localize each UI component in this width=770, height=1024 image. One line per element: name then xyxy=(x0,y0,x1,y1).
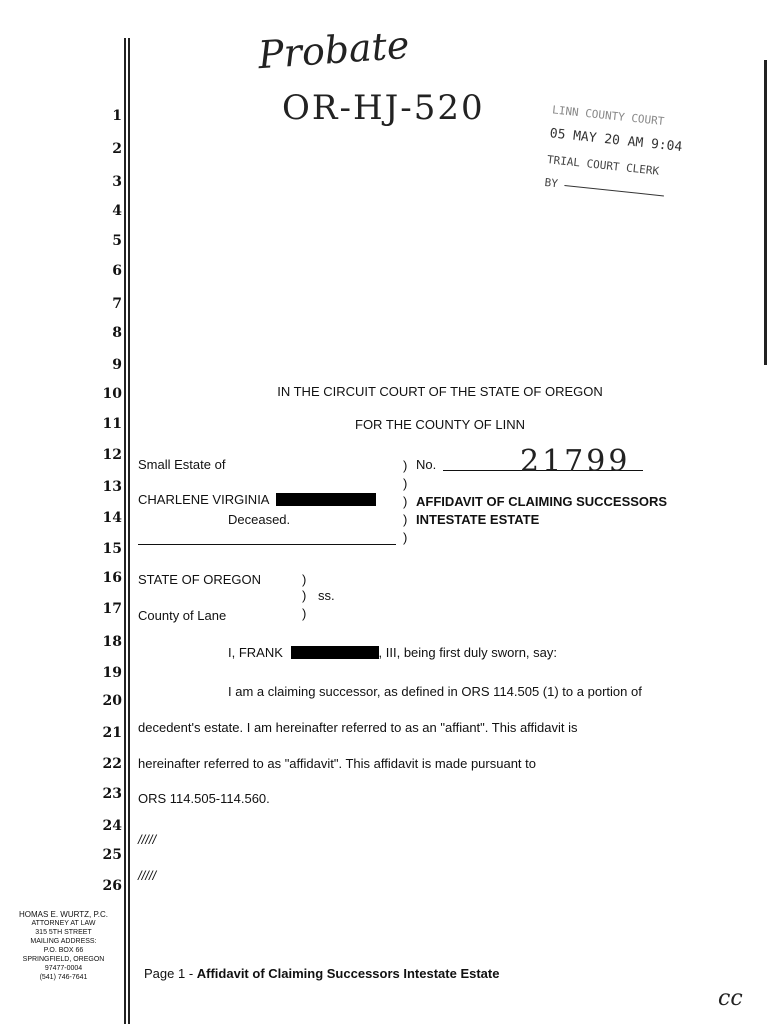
attorney-block xyxy=(0,910,127,982)
attorney-zip: 97477-0004 xyxy=(44,965,83,972)
paragraph-line: hereinafter referred to as "affidavit". This affidavit is made pursuant to xyxy=(138,756,536,771)
caption-paren: ) xyxy=(403,530,408,545)
line-number: 15 xyxy=(102,541,122,557)
venue-ss: ss. xyxy=(318,588,335,603)
redaction-block xyxy=(291,646,379,659)
line-number: 6 xyxy=(112,263,122,279)
oath-line xyxy=(228,645,557,660)
venue-ss-paren: ) xyxy=(302,588,307,603)
line-number: 12 xyxy=(102,447,122,463)
caption-paren: ) xyxy=(403,512,408,527)
caption-underline xyxy=(138,544,396,545)
line-number: 2 xyxy=(112,141,122,157)
line-number: 1 xyxy=(112,108,122,124)
attorney-firm: HOMAS E. WURTZ, P.C. xyxy=(18,910,109,919)
handwritten-case-code: OR-HJ-520 xyxy=(282,88,485,128)
handwritten-initials: cc xyxy=(718,986,743,1011)
venue-county: County of Lane xyxy=(138,608,227,623)
paragraph-line: decedent's estate. I am hereinafter referred to as an "affiant". This affidavit is xyxy=(138,720,578,735)
line-number: 21 xyxy=(102,725,122,741)
line-number: 26 xyxy=(102,878,122,894)
line-number: 4 xyxy=(112,203,122,219)
caption-paren: ) xyxy=(403,458,408,473)
venue-paren: ) xyxy=(302,606,307,621)
attorney-city: SPRINGFIELD, OREGON xyxy=(22,956,105,963)
caption-paren: ) xyxy=(403,494,408,509)
line-number: 17 xyxy=(102,601,122,617)
line-number: 13 xyxy=(102,479,122,495)
attorney-mailing-label: MAILING ADDRESS: xyxy=(30,938,97,945)
oath-suffix: , III, being first duly sworn, say: xyxy=(378,645,557,660)
attorney-po-box: P.O. BOX 66 xyxy=(43,947,84,954)
paragraph-line: I am a claiming successor, as defined in ORS 114.505 (1) to a portion of xyxy=(228,684,642,699)
page-number: Page 1 - xyxy=(144,966,197,981)
line-number: 9 xyxy=(112,357,122,373)
handwritten-probate: Probate xyxy=(256,22,411,78)
line-number: 25 xyxy=(102,847,122,863)
line-number: 20 xyxy=(102,693,122,709)
filing-stamp xyxy=(544,103,722,206)
line-number: 5 xyxy=(112,233,122,249)
attorney-title: ATTORNEY AT LAW xyxy=(31,920,96,927)
line-number: 16 xyxy=(102,570,122,586)
left-margin-rule-2 xyxy=(128,38,130,1024)
line-number: 19 xyxy=(102,665,122,681)
deceased-label: Deceased. xyxy=(228,512,291,527)
line-number: 24 xyxy=(102,818,122,834)
line-number: 18 xyxy=(102,634,122,650)
left-margin-rule-1 xyxy=(124,38,126,1024)
stamp-by-label: BY xyxy=(543,175,559,191)
stamp-date: 05 MAY 20 AM 9:04 xyxy=(548,126,683,156)
stamp-court: LINN COUNTY COURT xyxy=(551,103,665,129)
caption-paren: ) xyxy=(403,476,408,491)
attorney-street: 315 5TH STREET xyxy=(35,929,92,936)
line-number: 10 xyxy=(102,386,122,402)
redaction-block xyxy=(276,493,376,506)
slash-line: ///// xyxy=(138,832,157,847)
line-number: 14 xyxy=(102,510,122,526)
county-heading: FOR THE COUNTY OF LINN xyxy=(355,417,525,432)
line-number: 11 xyxy=(102,416,122,432)
document-title-line2: INTESTATE ESTATE xyxy=(416,512,540,527)
slash-line: ///// xyxy=(138,868,157,883)
right-edge-mark xyxy=(764,60,767,365)
estate-label: Small Estate of xyxy=(138,457,226,472)
line-number: 7 xyxy=(112,296,122,312)
venue-state: STATE OF OREGON xyxy=(138,572,262,587)
document-title-line1: AFFIDAVIT OF CLAIMING SUCCESSORS xyxy=(416,494,668,509)
line-number: 23 xyxy=(102,786,122,802)
page-footer-title: Affidavit of Claiming Successors Intestate Estate xyxy=(196,966,500,981)
case-number: 21799 xyxy=(520,444,631,479)
page-footer xyxy=(144,966,499,981)
decedent-name xyxy=(138,492,376,507)
line-number: 22 xyxy=(102,756,122,772)
court-heading: IN THE CIRCUIT COURT OF THE STATE OF OREGON xyxy=(277,384,603,399)
stamp-clerk: TRIAL COURT CLERK xyxy=(546,153,660,178)
paragraph-line: ORS 114.505-114.560. xyxy=(138,791,270,806)
decedent-name-text: CHARLENE VIRGINIA xyxy=(138,492,269,507)
line-number: 3 xyxy=(112,174,122,190)
line-number: 8 xyxy=(112,325,122,341)
case-number-label: No. xyxy=(416,457,437,472)
stamp-by-signature-line xyxy=(564,184,664,195)
attorney-phone: (541) 746-7641 xyxy=(39,974,88,981)
oath-prefix: I, FRANK xyxy=(228,645,283,660)
venue-paren: ) xyxy=(302,572,307,587)
